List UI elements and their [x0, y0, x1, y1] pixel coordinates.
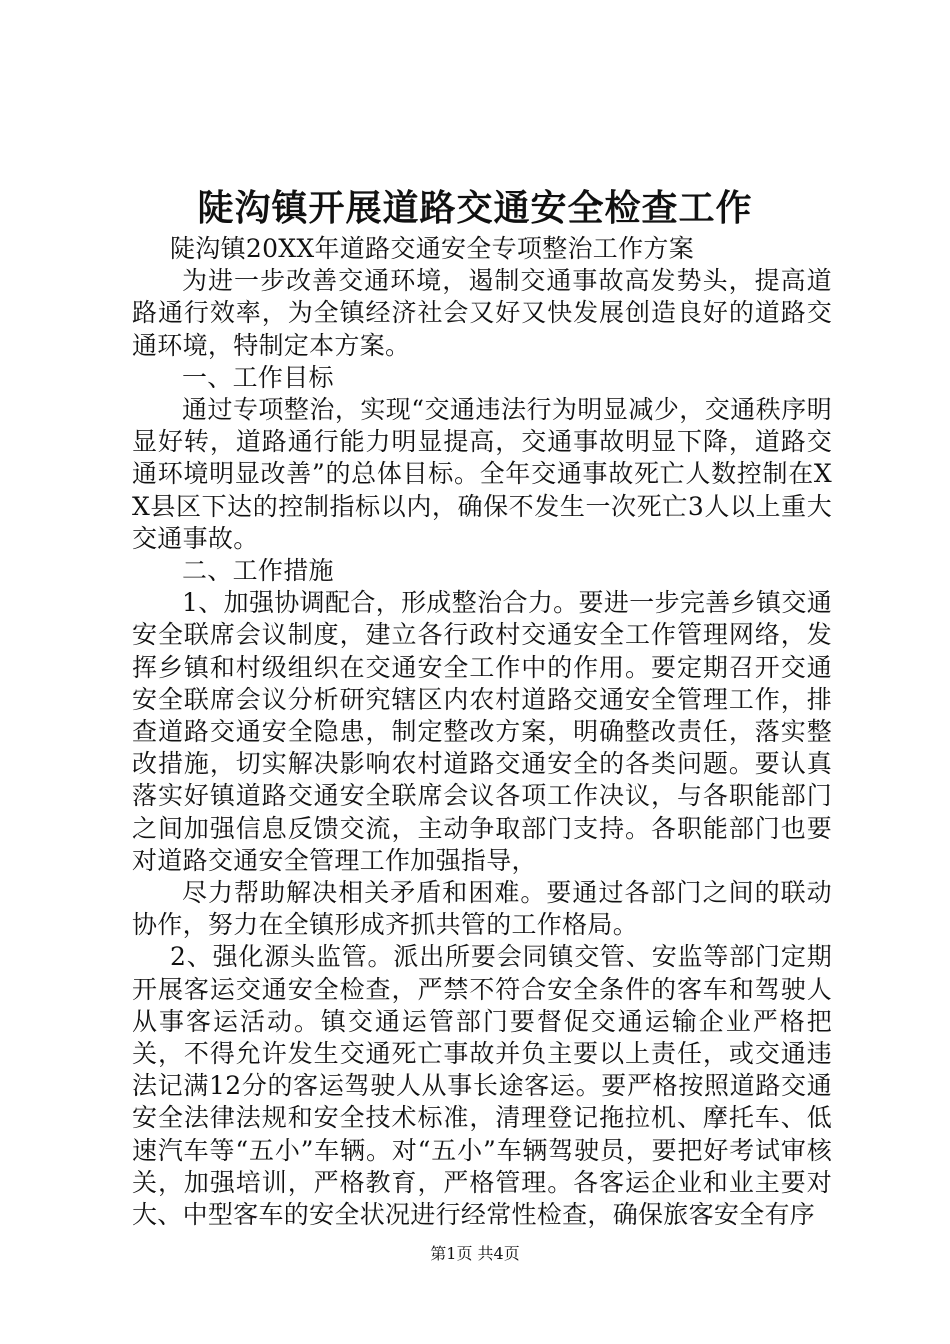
- intro-paragraph: 为进一步改善交通环境，遏制交通事故高发势头，提高道路通行效率，为全镇经济社会又好又快发展创造良好的道路交通环境，特制定本方案。: [132, 266, 832, 360]
- section-heading-measures: 二、工作措施: [182, 556, 334, 586]
- measure-1-continued-paragraph: 尽力帮助解决相关矛盾和困难。要通过各部门之间的联动协作，努力在全镇形成齐抓共管的工作格局。: [132, 878, 832, 940]
- goals-paragraph: 通过专项整治，实现“交通违法行为明显减少，交通秩序明显好转，道路通行能力明显提高，交通事故明显下降，道路交通环境明显改善”的总体目标。全年交通事故死亡人数控制在XX县区下达的控制指标以内，确保不发生一次死亡3人以上重大交通事故。: [132, 395, 832, 553]
- document-title: 陡沟镇开展道路交通安全检查工作: [197, 187, 753, 229]
- page-number-footer: 第1页 共4页: [430, 1244, 520, 1263]
- document-body: [132, 233, 832, 1231]
- section-heading-goals: 一、工作目标: [182, 362, 334, 392]
- measure-2-paragraph: 2、强化源头监管。派出所要会同镇交管、安监等部门定期开展客运交通安全检查，严禁不符合安全条件的客车和驾驶人从事客运活动。镇交通运管部门要督促交通运输企业严格把关，不得允许发生交通死亡事故并负主要以上责任，或交通违法记满12分的客运驾驶人从事长途客运。要严格按照道路交通安全法律法规和安全技术标准，清理登记拖拉机、摩托车、低速汽车等“五小”车辆。对“五小”车辆驾驶员，要把好考试审核关，加强培训，严格教育，严格管理。各客运企业和业主要对大、中型客车的安全状况进行经常性检查，确保旅客安全有序: [132, 942, 832, 1230]
- measure-1-paragraph: 1、加强协调配合，形成整治合力。要进一步完善乡镇交通安全联席会议制度，建立各行政村交通安全工作管理网络，发挥乡镇和村级组织在交通安全工作中的作用。要定期召开交通安全联席会议分析研究辖区内农村道路交通安全管理工作，排查道路交通安全隐患，制定整改方案，明确整改责任，落实整改措施，切实解决影响农村道路交通安全的各类问题。要认真落实好镇道路交通安全联席会议各项工作决议，与各职能部门之间加强信息反馈交流，主动争取部门支持。各职能部门也要对道路交通安全管理工作加强指导，: [132, 588, 832, 875]
- plan-subtitle: 陡沟镇20XX年道路交通安全专项整治工作方案: [170, 234, 695, 263]
